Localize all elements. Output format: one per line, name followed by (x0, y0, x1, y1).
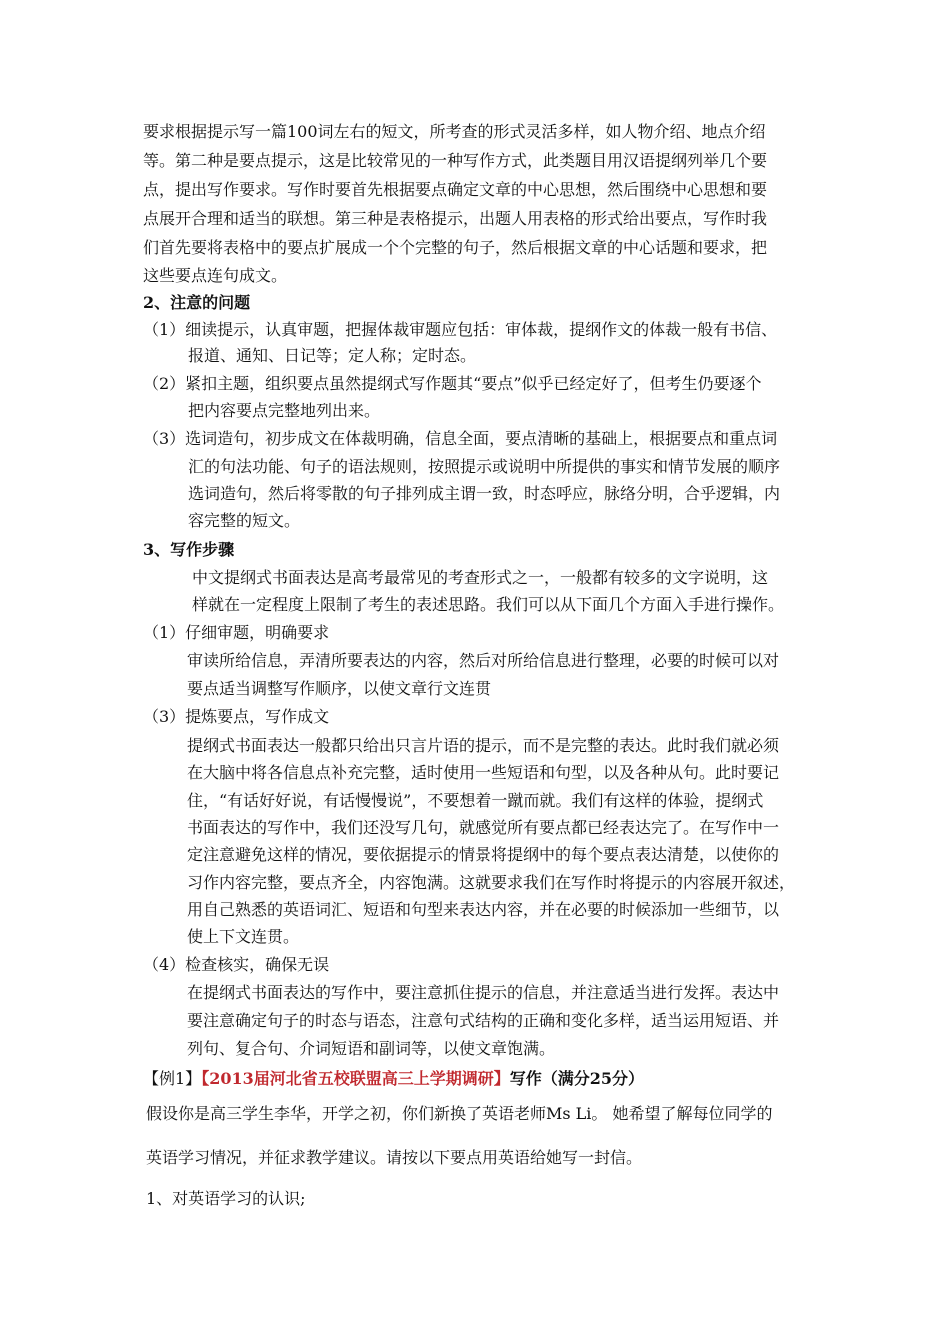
example-source: 【2013届河北省五校联盟高三上学期调研】 (201, 1069, 510, 1088)
intro-line: 点展开合理和适当的联想。第三种是表格提示，出题人用表格的形式给出要点，写作时我 (143, 209, 768, 228)
step-body-line: 住，“有话好好说，有话慢慢说”，不要想着一蹴而就。我们有这样的体验，提纲式 (187, 791, 764, 810)
step-body-line: 列句、复合句、介词短语和副词等，以使文章饱满。 (187, 1039, 556, 1058)
intro-line: 们首先要将表格中的要点扩展成一个个完整的句子，然后根据文章的中心话题和要求，把 (143, 238, 768, 257)
intro-line: 点，提出写作要求。写作时要首先根据要点确定文章的中心思想，然后围绕中心思想和要 (143, 180, 768, 199)
step-body-line: 审读所给信息，弄清所要表达的内容，然后对所给信息进行整理，必要的时候可以对 (187, 651, 780, 670)
intro-line: 这些要点连句成文。 (143, 266, 288, 285)
example-mark: 【例1】 (143, 1069, 202, 1088)
list-item-line: （1）细读提示，认真审题，把握体裁审题应包括：审体裁，提纲作文的体裁一般有书信、 (143, 320, 778, 339)
list-item-line: 选词造句，然后将零散的句子排列成主谓一致，时态呼应，脉络分明，合乎逻辑，内 (188, 484, 781, 503)
step-body-line: 习作内容完整，要点齐全，内容饱满。这就要求我们在写作时将提示的内容展开叙述， (187, 873, 796, 892)
example-label: 写作（满分25分） (509, 1069, 645, 1088)
step-title: （4）检查核实，确保无误 (143, 955, 330, 974)
step-body-line: 在提纲式书面表达的写作中，要注意抓住提示的信息，并注意适当进行发挥。表达中 (187, 983, 780, 1002)
step-body-line: 要点适当调整写作顺序，以使文章行文连贯 (187, 679, 492, 698)
step-body-line: 用自己熟悉的英语词汇、短语和句型来表达内容，并在必要的时候添加一些细节，以 (187, 900, 780, 919)
step-body-line: 使上下文连贯。 (187, 927, 300, 946)
step-body-line: 定注意避免这样的情况，要依据提示的情景将提纲中的每个要点表达清楚，以使你的 (187, 845, 780, 864)
step-body-line: 要注意确定句子的时态与语态，注意句式结构的正确和变化多样，适当运用短语、并 (187, 1011, 780, 1030)
step-title: （1）仔细审题，明确要求 (143, 623, 330, 642)
example-prompt-line: 英语学习情况，并征求教学建议。请按以下要点用英语给她写一封信。 (146, 1148, 643, 1167)
list-item-line: 把内容要点完整地列出来。 (188, 401, 381, 420)
step-title: （3）提炼要点，写作成文 (143, 707, 330, 726)
list-item-line: （3）选词造句，初步成文在体裁明确，信息全面，要点清晰的基础上，根据要点和重点词 (143, 429, 778, 448)
step-body-line: 在大脑中将各信息点补充完整，适时使用一些短语和句型，以及各种从句。此时要记 (187, 763, 780, 782)
list-item-line: （2）紧扣主题，组织要点虽然提纲式写作题其“要点”似乎已经定好了，但考生仍要逐个 (143, 374, 762, 393)
section-intro-line: 中文提纲式书面表达是高考最常见的考查形式之一，一般都有较多的文字说明，这 (192, 568, 769, 587)
section-heading: 3、写作步骤 (143, 540, 235, 559)
example-prompt-line: 1、对英语学习的认识; (146, 1189, 306, 1208)
step-body-line: 提纲式书面表达一般都只给出只言片语的提示，而不是完整的表达。此时我们就必须 (187, 736, 780, 755)
intro-line: 要求根据提示写一篇100词左右的短文，所考查的形式灵活多样，如人物介绍、地点介绍 (143, 122, 766, 141)
step-body-line: 书面表达的写作中，我们还没写几句，就感觉所有要点都已经表达完了。在写作中一 (187, 818, 780, 837)
intro-line: 等。第二种是要点提示，这是比较常见的一种写作方式，此类题目用汉语提纲列举几个要 (143, 151, 768, 170)
list-item-line: 容完整的短文。 (188, 511, 301, 530)
section-intro-line: 样就在一定程度上限制了考生的表述思路。我们可以从下面几个方面入手进行操作。 (192, 595, 785, 614)
list-item-line: 汇的句法功能、句子的语法规则，按照提示或说明中所提供的事实和情节发展的顺序 (188, 457, 781, 476)
example-heading (143, 1069, 644, 1089)
example-prompt-line: 假设你是高三学生李华，开学之初，你们新换了英语老师Ms Li。 她希望了解每位同学的 (146, 1104, 773, 1123)
section-heading: 2、注意的问题 (143, 293, 251, 312)
list-item-line: 报道、通知、日记等；定人称；定时态。 (188, 346, 477, 365)
